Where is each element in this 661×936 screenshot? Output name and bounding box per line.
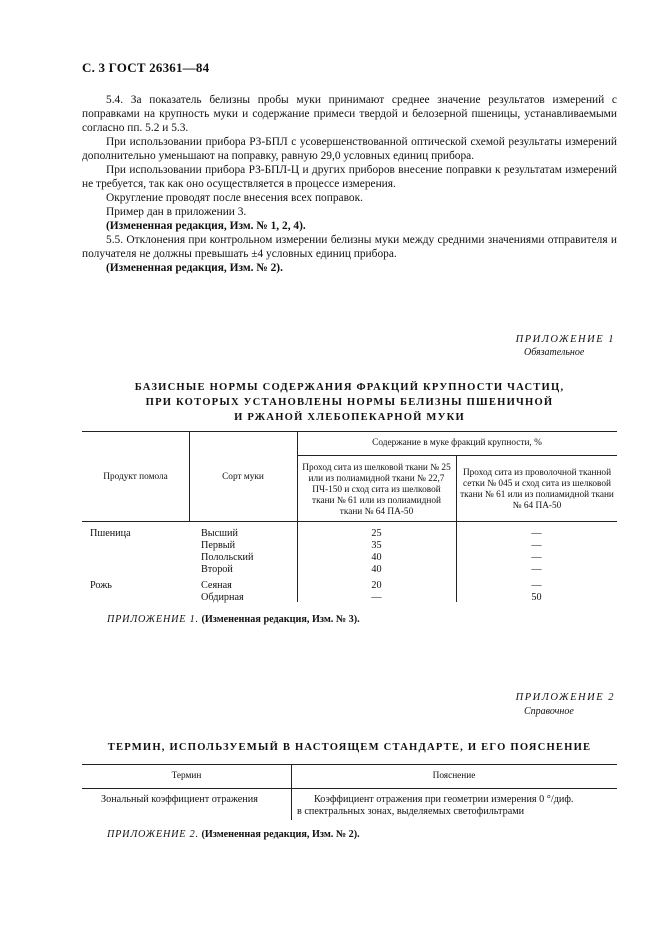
table-1-header-group: Содержание в муке фракций крупности, % <box>372 438 542 448</box>
table-1-subheader-silk: Проход сита из шелковой ткани № 25 или из полиамидной ткани № 22,7 ПЧ-150 и сход сита из шелковой ткани № 61 или из полиамидной ткани № 64 ПА-50 <box>302 463 451 517</box>
table-row-product: Пшеница <box>90 528 131 539</box>
appendix-2-title: ТЕРМИН, ИСПОЛЬЗУЕМЫЙ В НАСТОЯЩЕМ СТАНДАРТЕ, И ЕГО ПОЯСНЕНИЕ <box>107 742 592 753</box>
table-row-value-2: — <box>531 552 542 563</box>
paragraph-5-4: 5.4. За показатель белизны пробы муки принимают среднее значение результатов измерений с поправками на крупность муки и содержание примеси твердой и белозерной пшеницы, устанавливаемыми согласно пп. 5.2 и 5.3. <box>82 94 617 134</box>
table-row-grade: Сеяная <box>201 580 232 591</box>
table-row-value-2: — <box>531 580 542 591</box>
table-2-term: Зональный коэффициент отражения <box>101 794 258 805</box>
page-header: С. 3 ГОСТ 26361—84 <box>82 60 210 75</box>
appendix-1-title <box>82 380 617 425</box>
table-1-header-grade: Сорт муки <box>222 472 264 482</box>
table-1-divider <box>297 431 298 602</box>
table-row-value-1: — <box>371 592 382 603</box>
table-1-header-product: Продукт помола <box>103 472 168 482</box>
paragraph-rz-bpl-c: При использовании прибора РЗ-БПЛ-Ц и других приборов внесение поправки к результатам измерений не требуется, так как оно осуществляется в процессе измерения. <box>82 164 617 190</box>
table-row-grade: Высший <box>201 528 238 539</box>
table-2-header-rule <box>82 788 617 789</box>
table-row-grade: Полольский <box>201 552 254 563</box>
table-1-top-rule <box>82 431 617 432</box>
paragraph-example: Пример дан в приложении 3. <box>106 206 247 218</box>
table-2-top-rule <box>82 764 617 765</box>
appendix-2-status: Справочное <box>524 706 574 717</box>
appendix-1-title-line: БАЗИСНЫЕ НОРМЫ СОДЕРЖАНИЯ ФРАКЦИЙ КРУПНОСТИ ЧАСТИЦ, <box>134 382 565 393</box>
paragraph-5-5: 5.5. Отклонения при контрольном измерении белизны муки между средними значениями отправителя и получателя не должны превышать ±4 условных единиц прибора. <box>82 234 617 260</box>
appendix-1-title-line: И РЖАНОЙ ХЛЕБОПЕКАРНОЙ МУКИ <box>234 412 465 423</box>
appendix-2-note-label: ПРИЛОЖЕНИЕ 2. <box>107 829 199 840</box>
table-row-value-1: 25 <box>371 528 382 539</box>
table-row-value-1: 40 <box>371 564 382 575</box>
table-row-value-2: — <box>531 564 542 575</box>
appendix-1-note-label: ПРИЛОЖЕНИЕ 1. <box>107 614 199 625</box>
table-2-header-term: Термин <box>171 771 202 781</box>
table-2-explanation-line: в спектральных зонах, выделяемых светофильтрами <box>297 806 525 817</box>
appendix-1-status: Обязательное <box>524 347 585 358</box>
paragraph-rounding: Округление проводят после внесения всех поправок. <box>106 192 363 204</box>
revision-note-1: (Измененная редакция, Изм. № 1, 2, 4). <box>106 220 306 232</box>
appendix-2-label: ПРИЛОЖЕНИЕ 2 <box>515 692 615 703</box>
table-row-grade: Второй <box>201 564 233 575</box>
table-1-subheader-rule <box>297 455 617 456</box>
revision-note-2: (Измененная редакция, Изм. № 2). <box>106 262 283 274</box>
table-row-grade: Обдирная <box>201 592 244 603</box>
table-row-value-2: — <box>531 540 542 551</box>
table-row-value-1: 40 <box>371 552 382 563</box>
table-row-value-1: 35 <box>371 540 382 551</box>
appendix-2-note-text: (Измененная редакция, Изм. № 2). <box>201 829 360 840</box>
section-5-text <box>82 93 617 275</box>
table-1-header-rule <box>82 521 617 522</box>
table-row-value-2: — <box>531 528 542 539</box>
table-2-explanation-line: Коэффициент отражения при геометрии измерения 0 °/диф. <box>314 794 574 805</box>
table-1-subheader-wire: Проход сита из проволочной тканной сетки № 045 и сход сита из шелковой ткани № 61 или из полиамидной ткани № 64 ПА-50 <box>460 468 614 511</box>
table-row-grade: Первый <box>201 540 236 551</box>
appendix-1-revision-note <box>107 614 360 625</box>
appendix-1-title-line: ПРИ КОТОРЫХ УСТАНОВЛЕНЫ НОРМЫ БЕЛИЗНЫ ПШЕНИЧНОЙ <box>145 397 554 408</box>
appendix-2-revision-note <box>107 829 360 840</box>
paragraph-rz-bpl: При использовании прибора РЗ-БПЛ с усовершенствованной оптической схемой результаты измерений дополнительно уменьшают на поправку, равную 29,0 условных единиц прибора. <box>82 136 617 162</box>
appendix-1-label: ПРИЛОЖЕНИЕ 1 <box>515 334 615 345</box>
table-row-value-2: 50 <box>531 592 542 603</box>
table-2-header-explanation: Пояснение <box>432 771 476 781</box>
appendix-1-note-text: (Измененная редакция, Изм. № 3). <box>201 614 360 625</box>
table-row-product: Рожь <box>90 580 112 591</box>
table-row-value-1: 20 <box>371 580 382 591</box>
